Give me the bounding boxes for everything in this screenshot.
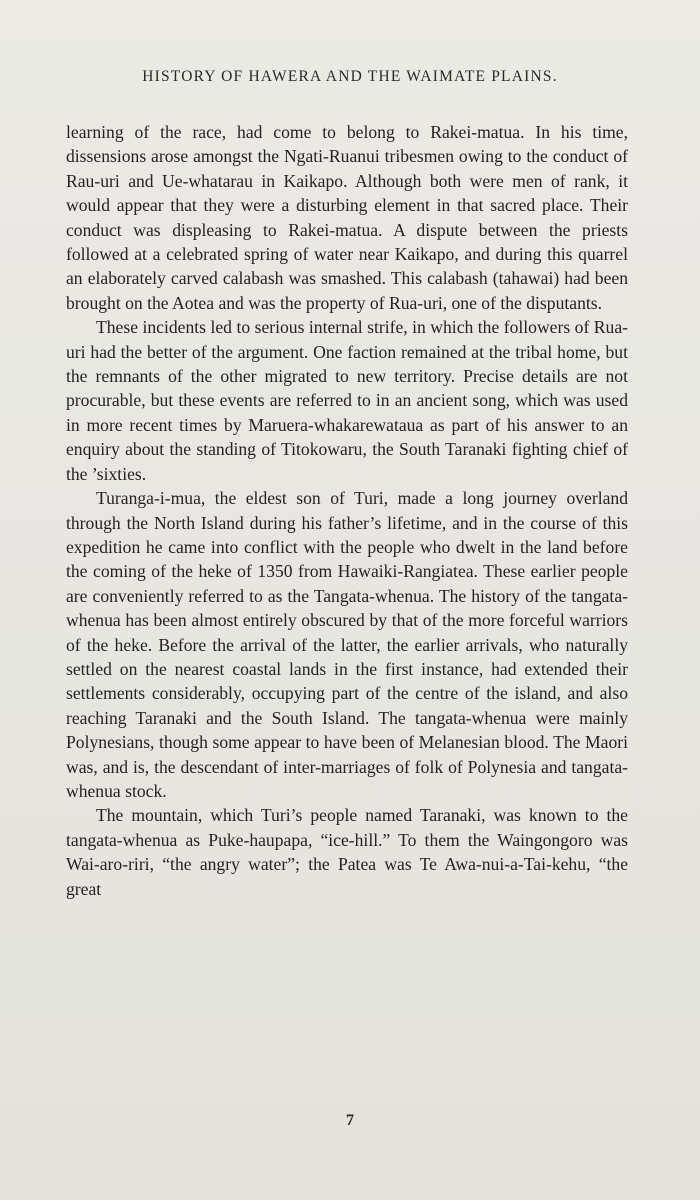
paragraph: The mountain, which Turi’s people named Taranaki, was known to the tangata-whenua as Puke-haupapa, “ice-hill.” To them the Waingongoro was Wai-aro-riri, “the angry water”; the Patea was Te Awa-nui-a-Tai-kehu, “the great	[66, 805, 628, 899]
paragraph: Turanga-i-mua, the eldest son of Turi, made a long journey overland through the North Island during his father’s lifetime, and in the course of this expedition he came into conflict with the people who dwelt in the land before the coming of the heke of 1350 from Hawaiki-Rangiatea. These earlier people are conveniently referred to as the Tangata-whenua. The history of the tangata-whenua has been almost entirely obscured by that of the more forceful warriors of the heke. Before the arrival of the latter, the earlier arrivals, who naturally settled on the nearest coastal lands in the first instance, had extended their settlements considerably, occupying part of the centre of the island, and also reaching Taranaki and the South Island. The tangata-whenua were mainly Polynesians, though some appear to have been of Melanesian blood. The Maori was, and is, the descendant of inter-marriages of folk of Polynesia and tangata-whenua stock.	[66, 488, 628, 801]
running-head: HISTORY OF HAWERA AND THE WAIMATE PLAINS.	[142, 68, 558, 85]
page-number: 7	[346, 1112, 354, 1129]
paragraph: These incidents led to serious internal strife, in which the followers of Rua-uri had the better of the argument. One faction remained at the tribal home, but the remnants of the other migrated to new territory. Precise details are not procurable, but these events are referred to in an ancient song, which was used in more recent times by Maruera-whakarewataua as part of his answer to an enquiry about the standing of Titokowaru, the South Taranaki fighting chief of the ’sixties.	[66, 317, 628, 484]
body-text	[66, 120, 628, 901]
paragraph-continued: learning of the race, had come to belong to Rakei-matua. In his time, dissensions arose amongst the Ngati-Ruanui tribesmen owing to the conduct of Rau-uri and Ue-whatarau in Kaikapo. Although both were men of rank, it would appear that they were a disturbing element in that sacred place. Their conduct was displeasing to Rakei-matua. A dispute between the priests followed at a celebrated spring of water near Kaikapo, and during this quarrel an elaborately carved calabash was smashed. This calabash (tahawai) had been brought on the Aotea and was the property of Rua-uri, one of the disputants.	[66, 122, 628, 313]
